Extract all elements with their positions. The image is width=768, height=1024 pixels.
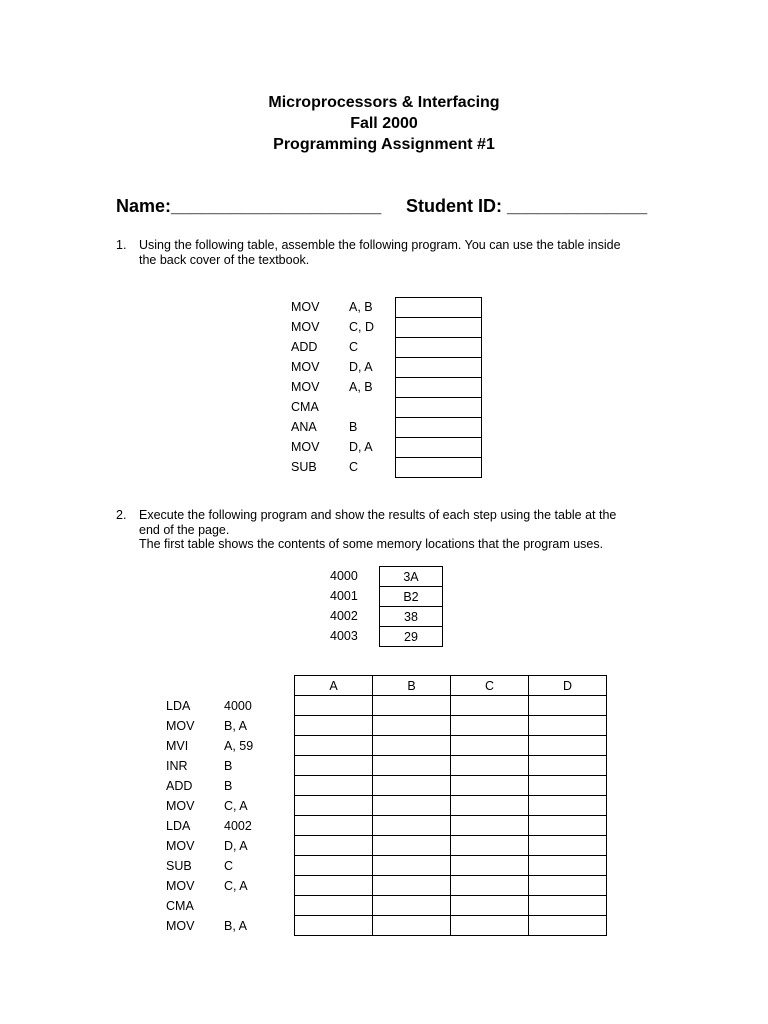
register-cell-c[interactable]: [451, 716, 529, 736]
q1-answer-cell[interactable]: [396, 438, 482, 458]
register-cell-a[interactable]: [295, 756, 373, 776]
q1-operands: C: [349, 460, 359, 474]
q1-operands: C: [349, 340, 359, 354]
register-cell-c[interactable]: [451, 796, 529, 816]
q2-operands: D, A: [224, 839, 248, 853]
register-cell-a[interactable]: [295, 876, 373, 896]
register-cell-a[interactable]: [295, 836, 373, 856]
register-cell-a[interactable]: [295, 796, 373, 816]
register-cell-d[interactable]: [529, 796, 607, 816]
q2-opcode: INR: [166, 759, 188, 773]
q1-answer-cell[interactable]: [396, 318, 482, 338]
register-cell-d[interactable]: [529, 896, 607, 916]
question-1-number: 1.: [116, 238, 127, 252]
q2-operands: B, A: [224, 919, 247, 933]
q2-operands: B: [224, 779, 233, 793]
q2-opcode: MOV: [166, 879, 195, 893]
register-cell-b[interactable]: [373, 916, 451, 936]
register-cell-b[interactable]: [373, 856, 451, 876]
q1-opcode: MOV: [291, 440, 320, 454]
memory-value: 3A: [380, 567, 443, 587]
q1-answer-cell[interactable]: [396, 418, 482, 438]
register-cell-a[interactable]: [295, 916, 373, 936]
register-cell-d[interactable]: [529, 696, 607, 716]
q1-operands: D, A: [349, 440, 373, 454]
q1-opcode: MOV: [291, 300, 320, 314]
question-1-line-1: Using the following table, assemble the following program. You can use the table inside: [139, 238, 621, 252]
q2-opcode: LDA: [166, 819, 191, 833]
q1-answer-cell[interactable]: [396, 338, 482, 358]
q1-operands: A, B: [349, 300, 373, 314]
register-cell-b[interactable]: [373, 816, 451, 836]
register-cell-c[interactable]: [451, 776, 529, 796]
q2-opcode: MOV: [166, 719, 195, 733]
student-id-field[interactable]: Student ID: ______________: [406, 196, 648, 216]
assignment-title: Programming Assignment #1: [273, 136, 495, 153]
q1-operands: D, A: [349, 360, 373, 374]
register-cell-a[interactable]: [295, 816, 373, 836]
q2-operands: C, A: [224, 799, 248, 813]
memory-table: [379, 566, 443, 647]
q1-answer-cell[interactable]: [396, 398, 482, 418]
q2-opcode: MOV: [166, 799, 195, 813]
register-cell-d[interactable]: [529, 716, 607, 736]
question-2-line-2: end of the page.: [139, 522, 230, 537]
register-cell-b[interactable]: [373, 796, 451, 816]
q1-answer-cell[interactable]: [396, 458, 482, 478]
memory-address: 4002: [330, 609, 358, 623]
q1-operands: C, D: [349, 320, 374, 334]
q1-operands: B: [349, 420, 358, 434]
register-cell-a[interactable]: [295, 896, 373, 916]
register-header-c: C: [451, 676, 529, 696]
register-cell-c[interactable]: [451, 696, 529, 716]
q2-operands: C: [224, 859, 234, 873]
q2-operands: C, A: [224, 879, 248, 893]
q2-opcode: ADD: [166, 779, 193, 793]
q2-opcode: SUB: [166, 859, 192, 873]
register-cell-a[interactable]: [295, 776, 373, 796]
memory-address: 4003: [330, 629, 358, 643]
q1-answer-cell[interactable]: [396, 298, 482, 318]
register-cell-b[interactable]: [373, 696, 451, 716]
q1-opcode: MOV: [291, 380, 320, 394]
term-title: Fall 2000: [350, 115, 418, 132]
register-cell-b[interactable]: [373, 736, 451, 756]
q2-operands: A, 59: [224, 739, 254, 753]
register-cell-b[interactable]: [373, 776, 451, 796]
question-1-text: [139, 238, 659, 267]
question-1-line-2: the back cover of the textbook.: [139, 252, 310, 267]
q2-opcode: CMA: [166, 899, 194, 913]
q2-opcode: MOV: [166, 919, 195, 933]
register-cell-d[interactable]: [529, 876, 607, 896]
course-title: Microprocessors & Interfacing: [268, 94, 500, 111]
q2-operands: B: [224, 759, 233, 773]
register-cell-c[interactable]: [451, 896, 529, 916]
register-cell-c[interactable]: [451, 916, 529, 936]
register-cell-b[interactable]: [373, 836, 451, 856]
register-cell-c[interactable]: [451, 756, 529, 776]
memory-address: 4000: [330, 569, 358, 583]
q2-opcode: LDA: [166, 699, 191, 713]
register-cell-a[interactable]: [295, 736, 373, 756]
register-cell-c[interactable]: [451, 876, 529, 896]
q2-opcode: MVI: [166, 739, 189, 753]
q2-operands: 4000: [224, 699, 252, 713]
register-cell-c[interactable]: [451, 816, 529, 836]
q2-operands: 4002: [224, 819, 252, 833]
register-cell-d[interactable]: [529, 836, 607, 856]
register-cell-d[interactable]: [529, 856, 607, 876]
register-cell-b[interactable]: [373, 876, 451, 896]
question-2-text: [139, 508, 659, 552]
memory-address: 4001: [330, 589, 358, 603]
q1-opcode: MOV: [291, 320, 320, 334]
q2-opcode: MOV: [166, 839, 195, 853]
memory-value: 29: [380, 627, 443, 647]
register-cell-c[interactable]: [451, 736, 529, 756]
register-cell-d[interactable]: [529, 736, 607, 756]
q1-opcode: ADD: [291, 340, 318, 354]
question-2-line-1: Execute the following program and show the results of each step using the table at the: [139, 508, 617, 522]
register-cell-d[interactable]: [529, 756, 607, 776]
register-cell-a[interactable]: [295, 696, 373, 716]
q2-operands: B, A: [224, 719, 247, 733]
register-cell-a[interactable]: [295, 856, 373, 876]
register-cell-d[interactable]: [529, 816, 607, 836]
register-cell-a[interactable]: [295, 716, 373, 736]
q1-opcode: MOV: [291, 360, 320, 374]
register-header-a: A: [295, 676, 373, 696]
q1-answer-cell[interactable]: [396, 378, 482, 398]
q1-answer-cell[interactable]: [396, 358, 482, 378]
register-table: [294, 675, 607, 936]
register-cell-d[interactable]: [529, 916, 607, 936]
question-1-answer-table: [395, 297, 482, 478]
register-header-d: D: [529, 676, 607, 696]
q1-opcode: CMA: [291, 400, 319, 414]
register-cell-b[interactable]: [373, 756, 451, 776]
register-cell-b[interactable]: [373, 896, 451, 916]
q1-opcode: SUB: [291, 460, 317, 474]
memory-value: 38: [380, 607, 443, 627]
register-cell-b[interactable]: [373, 716, 451, 736]
register-cell-d[interactable]: [529, 776, 607, 796]
q1-opcode: ANA: [291, 420, 317, 434]
name-field[interactable]: Name:_____________________: [116, 196, 382, 216]
register-cell-c[interactable]: [451, 856, 529, 876]
question-2-line-3: The first table shows the contents of some memory locations that the program uses.: [139, 537, 604, 551]
register-header-b: B: [373, 676, 451, 696]
register-cell-c[interactable]: [451, 836, 529, 856]
q1-operands: A, B: [349, 380, 373, 394]
memory-value: B2: [380, 587, 443, 607]
question-2-number: 2.: [116, 508, 127, 522]
